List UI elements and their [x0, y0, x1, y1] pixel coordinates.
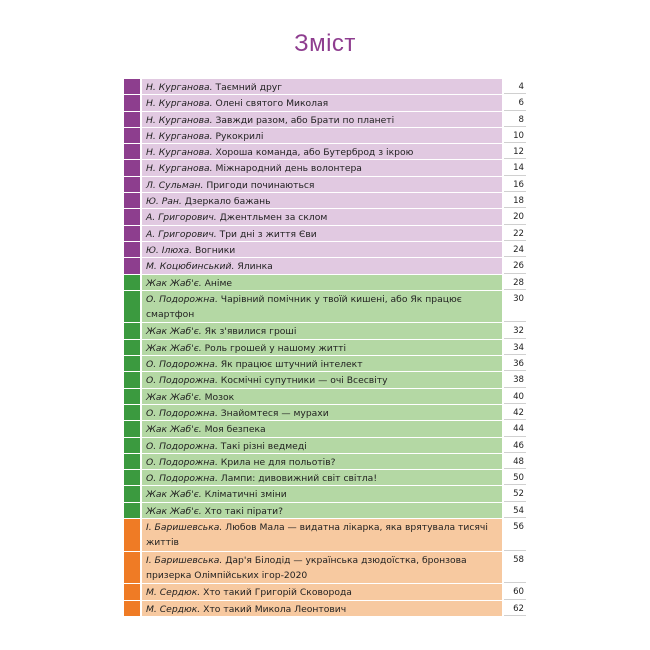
toc-entry — [124, 454, 526, 470]
section-color-marker — [124, 160, 142, 175]
page-title: Зміст — [294, 30, 356, 57]
toc-entry-text — [142, 95, 504, 110]
toc-entry-page-number: 56 — [504, 519, 526, 551]
toc-entry-text — [142, 226, 504, 241]
toc-entry — [124, 112, 526, 128]
toc-entry-page-number: 4 — [504, 79, 526, 94]
toc-entry — [124, 258, 526, 274]
section-color-marker — [124, 128, 142, 143]
toc-entry-text — [142, 438, 504, 453]
section-color-marker — [124, 438, 142, 453]
toc-entry-title: Як працює штучний інтелект — [220, 359, 363, 371]
toc-entry-page-number: 62 — [504, 601, 526, 616]
toc-entry-title: Чарівний помічник у твоїй кишені, або Як працює смартфон — [146, 293, 462, 320]
section-color-marker — [124, 503, 142, 518]
toc-entry-author: Ю. Ран. — [146, 196, 182, 208]
toc-entry — [124, 519, 526, 552]
section-color-marker — [124, 226, 142, 241]
toc-entry-title: Дзеркало бажань — [184, 196, 271, 208]
toc-entry-title: Космічні супутники — очі Всесвіту — [220, 375, 388, 387]
toc-entry-text — [142, 275, 504, 290]
toc-entry-title: Джентльмен за склом — [219, 212, 328, 224]
toc-entry — [124, 291, 526, 324]
section-color-marker — [124, 275, 142, 290]
toc-entry-page-number: 36 — [504, 356, 526, 371]
toc-entry-author: А. Григорович. — [146, 212, 217, 224]
toc-entry-page-number: 30 — [504, 291, 526, 323]
toc-entry-page-number: 10 — [504, 128, 526, 143]
section-color-marker — [124, 372, 142, 387]
toc-entry-author: Н. Курганова. — [146, 130, 213, 142]
toc-entry-text — [142, 144, 504, 159]
toc-entry-title: Хороша команда, або Бутерброд з ікрою — [215, 147, 414, 159]
toc-entry-title: Мозок — [204, 391, 235, 403]
toc-entry-author: О. Подорожна. — [146, 293, 218, 305]
section-color-marker — [124, 177, 142, 192]
toc-entry-page-number: 6 — [504, 95, 526, 110]
section-color-marker — [124, 112, 142, 127]
section-color-marker — [124, 340, 142, 355]
toc-entry — [124, 421, 526, 437]
toc-entry-title: Любов Мала — видатна лікарка, яка врятувала тисячі життів — [146, 522, 488, 549]
section-color-marker — [124, 95, 142, 110]
toc-entry-author: І. Баришевська. — [146, 554, 223, 566]
toc-entry-page-number: 34 — [504, 340, 526, 355]
toc-entry-title: Аніме — [204, 277, 233, 289]
toc-entry-text — [142, 209, 504, 224]
toc-entry-title: Дар'я Білодід — українська дзюдоїстка, бронзова призерка Олімпійських ігор-2020 — [146, 554, 467, 581]
toc-entry — [124, 79, 526, 95]
toc-entry-author: О. Подорожна. — [146, 359, 218, 371]
toc-entry-title: Кліматичні зміни — [204, 489, 287, 501]
toc-entry-author: О. Подорожна. — [146, 407, 218, 419]
toc-entry-text — [142, 177, 504, 192]
toc-entry-author: О. Подорожна. — [146, 440, 218, 452]
toc-entry — [124, 177, 526, 193]
toc-entry — [124, 242, 526, 258]
toc-entry-title: Три дні з життя Єви — [219, 228, 317, 240]
toc-entry-author: Жак Жаб'є. — [146, 489, 202, 501]
toc-entry-title: Олені святого Миколая — [215, 98, 329, 110]
toc-entry-author: Л. Сульман. — [146, 179, 204, 191]
toc-entry-author: Н. Курганова. — [146, 98, 213, 110]
toc-entry-text — [142, 160, 504, 175]
toc-entry-title: Знайомтеся — мурахи — [220, 407, 329, 419]
toc-entry-title: Таємний друг — [215, 82, 283, 93]
toc-entry-page-number: 12 — [504, 144, 526, 159]
toc-entry — [124, 226, 526, 242]
toc-entry-text — [142, 486, 504, 501]
toc-entry-title: Такі різні ведмеді — [220, 440, 307, 452]
toc-entry — [124, 438, 526, 454]
toc-entry-page-number: 48 — [504, 454, 526, 469]
toc-entry-author: М. Коцюбинський. — [146, 261, 235, 273]
toc-entry-author: А. Григорович. — [146, 228, 217, 240]
toc-entry-text — [142, 601, 504, 616]
toc-entry-text — [142, 405, 504, 420]
toc-entry-author: Жак Жаб'є. — [146, 277, 202, 289]
toc-entry — [124, 128, 526, 144]
toc-entry — [124, 503, 526, 519]
section-color-marker — [124, 421, 142, 436]
section-color-marker — [124, 470, 142, 485]
toc-entry-text — [142, 519, 504, 551]
toc-entry — [124, 356, 526, 372]
toc-entry-title: Пригоди починаються — [206, 179, 315, 191]
section-color-marker — [124, 405, 142, 420]
toc-entry-author: Жак Жаб'є. — [146, 326, 202, 338]
toc-entry-author: Жак Жаб'є. — [146, 424, 202, 436]
toc-entry-text — [142, 79, 504, 94]
toc-entry — [124, 209, 526, 225]
toc-entry-title: Крила не для польотів? — [220, 456, 336, 468]
section-color-marker — [124, 584, 142, 599]
section-color-marker — [124, 193, 142, 208]
toc-entry-title: Як з'явилися гроші — [204, 326, 297, 338]
toc-entry-title: Роль грошей у нашому житті — [204, 342, 347, 354]
toc-entry-text — [142, 242, 504, 257]
toc-entry — [124, 275, 526, 291]
toc-entry-title: Хто такі пірати? — [204, 505, 284, 517]
toc-entry-title: Вогники — [195, 244, 236, 256]
toc-entry-title: Лампи: дивовижний світ світла! — [220, 473, 377, 485]
toc-entry — [124, 405, 526, 421]
section-color-marker — [124, 258, 142, 273]
toc-entry-page-number: 54 — [504, 503, 526, 518]
toc-entry-author: О. Подорожна. — [146, 375, 218, 387]
toc-entry-author: Н. Курганова. — [146, 114, 213, 126]
toc-entry — [124, 193, 526, 209]
toc-entry-author: О. Подорожна. — [146, 456, 218, 468]
toc-entry-text — [142, 193, 504, 208]
toc-entry-author: Н. Курганова. — [146, 147, 213, 159]
section-color-marker — [124, 454, 142, 469]
toc-entry-title: Рукокрилі — [215, 130, 264, 142]
toc-entry-author: М. Сердюк. — [146, 603, 201, 615]
toc-entry-page-number: 40 — [504, 389, 526, 404]
toc-entry-text — [142, 112, 504, 127]
toc-entry-page-number: 24 — [504, 242, 526, 257]
toc-entry-title: Міжнародний день волонтера — [215, 163, 362, 175]
toc-entry-page-number: 42 — [504, 405, 526, 420]
toc-entry-page-number: 32 — [504, 323, 526, 338]
toc-entry-page-number: 28 — [504, 275, 526, 290]
toc-entry-text — [142, 503, 504, 518]
section-color-marker — [124, 209, 142, 224]
toc-entry-author: Н. Курганова. — [146, 163, 213, 175]
toc-entry-title: Ялинка — [237, 261, 273, 273]
section-color-marker — [124, 389, 142, 404]
section-color-marker — [124, 356, 142, 371]
section-color-marker — [124, 552, 142, 584]
toc-entry-author: Жак Жаб'є. — [146, 505, 202, 517]
toc-entry-page-number: 44 — [504, 421, 526, 436]
toc-entry-text — [142, 323, 504, 338]
section-color-marker — [124, 79, 142, 94]
toc-entry — [124, 160, 526, 176]
toc-entry-title: Завжди разом, або Брати по планеті — [215, 114, 395, 126]
toc-entry-page-number: 38 — [504, 372, 526, 387]
toc-entry-page-number: 18 — [504, 193, 526, 208]
toc-entry-text — [142, 389, 504, 404]
toc-entry-page-number: 20 — [504, 209, 526, 224]
toc-entry-page-number: 26 — [504, 258, 526, 273]
toc-entry — [124, 144, 526, 160]
section-color-marker — [124, 601, 142, 616]
toc-entry-author: Ю. Ілюха. — [146, 244, 193, 256]
toc-entry-text — [142, 258, 504, 273]
toc-entry-page-number: 46 — [504, 438, 526, 453]
toc-entry — [124, 372, 526, 388]
toc-entry-text — [142, 372, 504, 387]
section-color-marker — [124, 291, 142, 323]
toc-entry — [124, 552, 526, 585]
toc-entry-text — [142, 340, 504, 355]
toc-entry-page-number: 60 — [504, 584, 526, 599]
toc-entry-title: Хто такий Григорій Сковорода — [203, 587, 352, 599]
toc-entry — [124, 340, 526, 356]
toc-entry-title: Моя безпека — [204, 424, 266, 436]
toc-entry-page-number: 14 — [504, 160, 526, 175]
toc-entry-text — [142, 584, 504, 599]
toc-entry-page-number: 52 — [504, 486, 526, 501]
toc-entry — [124, 470, 526, 486]
table-of-contents — [124, 79, 526, 617]
toc-entry-page-number: 8 — [504, 112, 526, 127]
toc-entry-text — [142, 128, 504, 143]
toc-entry-text — [142, 291, 504, 323]
toc-entry-text — [142, 470, 504, 485]
toc-entry-author: М. Сердюк. — [146, 587, 201, 599]
toc-entry — [124, 323, 526, 339]
toc-entry-text — [142, 454, 504, 469]
toc-entry-author: Жак Жаб'є. — [146, 391, 202, 403]
toc-entry-page-number: 16 — [504, 177, 526, 192]
toc-entry-author: І. Баришевська. — [146, 522, 223, 534]
toc-entry-text — [142, 552, 504, 584]
section-color-marker — [124, 323, 142, 338]
toc-entry-page-number: 50 — [504, 470, 526, 485]
toc-entry — [124, 95, 526, 111]
toc-entry-text — [142, 356, 504, 371]
toc-entry-text — [142, 421, 504, 436]
toc-entry — [124, 486, 526, 502]
toc-entry-page-number: 22 — [504, 226, 526, 241]
toc-entry-author: Н. Курганова. — [146, 82, 213, 93]
toc-entry — [124, 601, 526, 617]
toc-entry-author: О. Подорожна. — [146, 473, 218, 485]
toc-entry — [124, 389, 526, 405]
section-color-marker — [124, 486, 142, 501]
toc-entry — [124, 584, 526, 600]
toc-entry-title: Хто такий Микола Леонтович — [203, 603, 347, 615]
section-color-marker — [124, 519, 142, 551]
section-color-marker — [124, 242, 142, 257]
section-color-marker — [124, 144, 142, 159]
toc-entry-author: Жак Жаб'є. — [146, 342, 202, 354]
toc-entry-page-number: 58 — [504, 552, 526, 584]
